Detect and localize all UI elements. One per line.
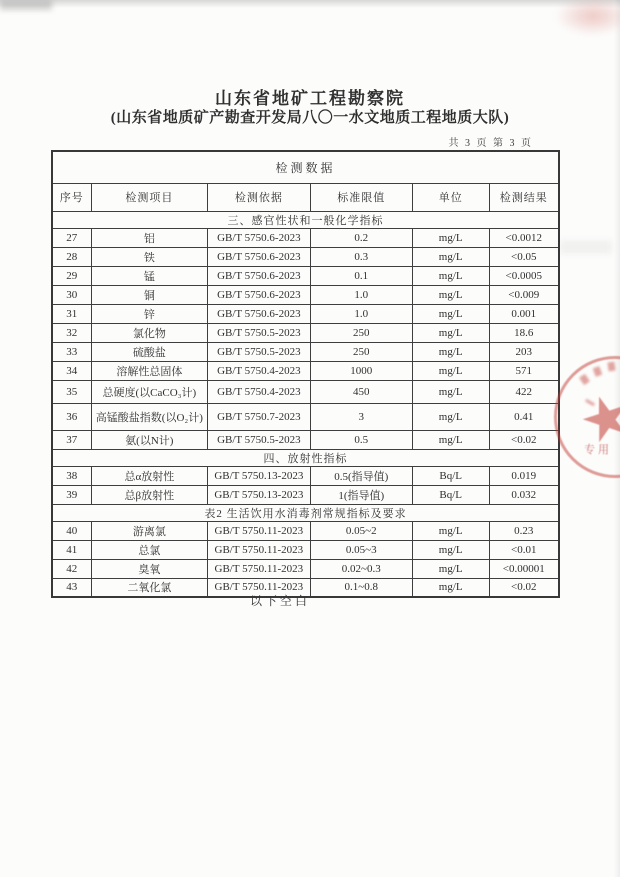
- cell-no: 35: [52, 380, 91, 403]
- cell-item: 氨(以N计): [91, 430, 208, 449]
- table-row: [52, 361, 559, 380]
- cell-method: GB/T 5750.6-2023: [208, 266, 310, 285]
- section-label: 四、放射性指标: [52, 449, 559, 466]
- cell-unit: mg/L: [412, 228, 489, 247]
- cell-result: 203: [489, 342, 559, 361]
- cell-result: 0.019: [489, 466, 559, 485]
- seal-arc-glyph: [579, 374, 590, 385]
- cell-limit: 0.3: [310, 247, 412, 266]
- cell-limit: 3: [310, 403, 412, 430]
- cell-unit: Bq/L: [412, 466, 489, 485]
- section-label: 三、感官性状和一般化学指标: [52, 211, 559, 228]
- cell-limit: 0.5: [310, 430, 412, 449]
- table-row: [52, 285, 559, 304]
- cell-no: 40: [52, 521, 91, 540]
- column-header: 单位: [412, 183, 489, 211]
- cell-no: 41: [52, 540, 91, 559]
- scan-edge-artifact: [0, 0, 620, 8]
- cell-item: 臭氧: [91, 559, 208, 578]
- cell-unit: mg/L: [412, 285, 489, 304]
- cell-no: 39: [52, 485, 91, 504]
- cell-item: 铜: [91, 285, 208, 304]
- cell-result: 0.032: [489, 485, 559, 504]
- seal-arc-glyph: [593, 366, 603, 377]
- cell-no: 36: [52, 403, 91, 430]
- column-header: 检测依据: [208, 183, 310, 211]
- cell-no: 32: [52, 323, 91, 342]
- cell-unit: mg/L: [412, 403, 489, 430]
- cell-no: 27: [52, 228, 91, 247]
- column-header: 检测结果: [489, 183, 559, 211]
- column-header: 序号: [52, 183, 91, 211]
- cell-unit: mg/L: [412, 430, 489, 449]
- cell-unit: mg/L: [412, 380, 489, 403]
- cell-no: 37: [52, 430, 91, 449]
- scan-smudge: [0, 0, 52, 10]
- cell-unit: mg/L: [412, 559, 489, 578]
- cell-item: 高锰酸盐指数(以O₂计): [91, 403, 208, 430]
- cell-unit: mg/L: [412, 323, 489, 342]
- cell-limit: 1(指导值): [310, 485, 412, 504]
- cell-item: 溶解性总固体: [91, 361, 208, 380]
- cell-limit: 1.0: [310, 304, 412, 323]
- cell-method: GB/T 5750.13-2023: [208, 466, 310, 485]
- cell-no: 38: [52, 466, 91, 485]
- table-row: [52, 559, 559, 578]
- section-row: [52, 211, 559, 228]
- table-row: [52, 304, 559, 323]
- cell-unit: mg/L: [412, 342, 489, 361]
- cell-method: GB/T 5750.13-2023: [208, 485, 310, 504]
- cell-method: GB/T 5750.6-2023: [208, 304, 310, 323]
- cell-unit: mg/L: [412, 266, 489, 285]
- cell-item: 总α放射性: [91, 466, 208, 485]
- cell-method: GB/T 5750.6-2023: [208, 228, 310, 247]
- cell-result: 571: [489, 361, 559, 380]
- section-row: [52, 504, 559, 521]
- cell-result: 0.23: [489, 521, 559, 540]
- cell-method: GB/T 5750.5-2023: [208, 323, 310, 342]
- cell-method: GB/T 5750.11-2023: [208, 540, 310, 559]
- cell-item: 二氧化氯: [91, 578, 208, 597]
- cell-limit: 250: [310, 342, 412, 361]
- cell-result: 0.001: [489, 304, 559, 323]
- cell-unit: mg/L: [412, 578, 489, 597]
- cell-result: 0.41: [489, 403, 559, 430]
- cell-limit: 1000: [310, 361, 412, 380]
- test-data-table: [51, 150, 560, 598]
- cell-result: <0.01: [489, 540, 559, 559]
- column-header-row: [52, 183, 559, 211]
- cell-limit: 0.1~0.8: [310, 578, 412, 597]
- cell-item: 总硬度(以CaCO₃计): [91, 380, 208, 403]
- cell-result: 18.6: [489, 323, 559, 342]
- cell-method: GB/T 5750.5-2023: [208, 342, 310, 361]
- table-row: [52, 323, 559, 342]
- cell-item: 游离氯: [91, 521, 208, 540]
- seal-bleedthrough-smudge: [554, 0, 620, 36]
- table-row: [52, 540, 559, 559]
- cell-item: 铁: [91, 247, 208, 266]
- cell-unit: mg/L: [412, 304, 489, 323]
- cell-result: <0.0012: [489, 228, 559, 247]
- cell-unit: mg/L: [412, 540, 489, 559]
- cell-result: <0.05: [489, 247, 559, 266]
- table-row: [52, 342, 559, 361]
- cell-result: <0.0005: [489, 266, 559, 285]
- cell-limit: 0.05~2: [310, 521, 412, 540]
- table-row: [52, 430, 559, 449]
- cell-limit: 250: [310, 323, 412, 342]
- cell-method: GB/T 5750.5-2023: [208, 430, 310, 449]
- cell-no: 42: [52, 559, 91, 578]
- cell-limit: 0.05~3: [310, 540, 412, 559]
- cell-unit: mg/L: [412, 361, 489, 380]
- cell-method: GB/T 5750.4-2023: [208, 361, 310, 380]
- cell-result: <0.00001: [489, 559, 559, 578]
- table-row: [52, 380, 559, 403]
- cell-method: GB/T 5750.11-2023: [208, 578, 310, 597]
- cell-limit: 0.1: [310, 266, 412, 285]
- cell-no: 30: [52, 285, 91, 304]
- cell-unit: mg/L: [412, 247, 489, 266]
- red-seal: [554, 356, 620, 478]
- page-info: 共 3 页 第 3 页: [448, 138, 533, 149]
- cell-no: 29: [52, 266, 91, 285]
- cell-item: 铝: [91, 228, 208, 247]
- section-label: 表2 生活饮用水消毒剂常规指标及要求: [52, 504, 559, 521]
- cell-no: 31: [52, 304, 91, 323]
- table-row: [52, 485, 559, 504]
- table-row: [52, 247, 559, 266]
- cell-result: <0.009: [489, 285, 559, 304]
- cell-item: 锰: [91, 266, 208, 285]
- table-row: [52, 466, 559, 485]
- cell-no: 33: [52, 342, 91, 361]
- cell-result: <0.02: [489, 430, 559, 449]
- cell-method: GB/T 5750.4-2023: [208, 380, 310, 403]
- cell-no: 28: [52, 247, 91, 266]
- cell-no: 43: [52, 578, 91, 597]
- cell-limit: 0.5(指导值): [310, 466, 412, 485]
- seal-text: 专用: [584, 444, 612, 456]
- table-row: [52, 266, 559, 285]
- table-row: [52, 403, 559, 430]
- document-title: 山东省地矿工程勘察院: [215, 89, 405, 108]
- cell-result: 422: [489, 380, 559, 403]
- document-subtitle: (山东省地质矿产勘查开发局八〇一水文地质工程地质大队): [110, 110, 510, 126]
- table-caption-row: [52, 151, 559, 183]
- cell-item: 氯化物: [91, 323, 208, 342]
- section-row: [52, 449, 559, 466]
- cell-unit: mg/L: [412, 521, 489, 540]
- column-header: 标准限值: [310, 183, 412, 211]
- cell-method: GB/T 5750.6-2023: [208, 285, 310, 304]
- cell-limit: 0.2: [310, 228, 412, 247]
- column-header: 检测项目: [91, 183, 208, 211]
- below-blank-note: 以下空白: [249, 594, 310, 608]
- cell-item: 总氯: [91, 540, 208, 559]
- cell-method: GB/T 5750.11-2023: [208, 559, 310, 578]
- cell-item: 总β放射性: [91, 485, 208, 504]
- cell-method: GB/T 5750.7-2023: [208, 403, 310, 430]
- scan-smudge: [560, 240, 612, 254]
- cell-limit: 450: [310, 380, 412, 403]
- cell-result: <0.02: [489, 578, 559, 597]
- cell-no: 34: [52, 361, 91, 380]
- cell-method: GB/T 5750.11-2023: [208, 521, 310, 540]
- table-row: [52, 521, 559, 540]
- cell-limit: 0.02~0.3: [310, 559, 412, 578]
- cell-item: 硫酸盐: [91, 342, 208, 361]
- cell-item: 锌: [91, 304, 208, 323]
- table-caption: 检测数据: [52, 151, 559, 183]
- cell-unit: Bq/L: [412, 485, 489, 504]
- seal-arc-glyph: [607, 362, 615, 372]
- table-body: [52, 211, 559, 597]
- cell-method: GB/T 5750.6-2023: [208, 247, 310, 266]
- table-row: [52, 228, 559, 247]
- cell-limit: 1.0: [310, 285, 412, 304]
